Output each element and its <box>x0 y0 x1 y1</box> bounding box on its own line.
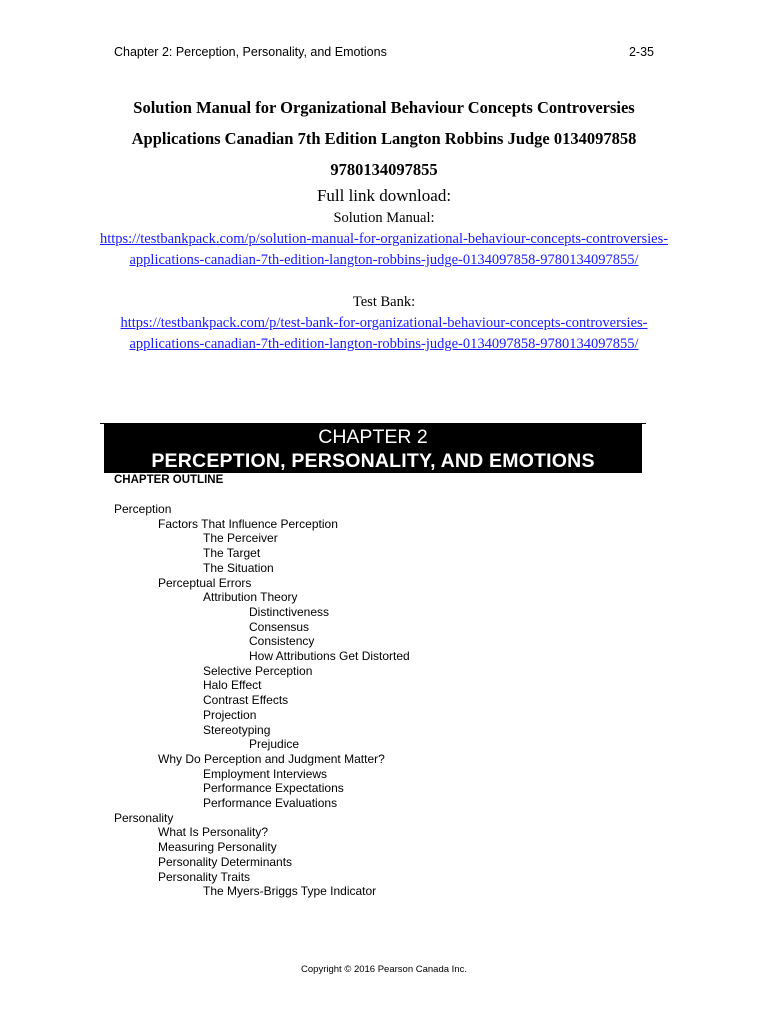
title-line-1: Solution Manual for Organizational Behaviour Concepts Controversies <box>133 98 635 117</box>
test-bank-link-line-2[interactable]: applications-canadian-7th-edition-langton-robbins-judge-0134097858-9780134097855/ <box>129 336 639 352</box>
outline-item: Measuring Personality <box>158 840 277 855</box>
outline-item: The Situation <box>203 560 274 575</box>
outline-item: Attribution Theory <box>203 590 298 605</box>
outline-heading: CHAPTER OUTLINE <box>114 474 224 486</box>
outline-item: Performance Expectations <box>203 781 344 796</box>
outline-item: Consistency <box>249 634 315 649</box>
outline-item: Employment Interviews <box>203 766 328 781</box>
solution-manual-section <box>84 208 684 271</box>
test-bank-label: Test Bank: <box>352 294 416 310</box>
test-bank-section <box>84 292 684 355</box>
document-title <box>84 92 684 185</box>
outline-item: The Target <box>203 546 261 561</box>
solution-manual-link[interactable] <box>84 229 684 271</box>
outline-item: The Myers-Briggs Type Indicator <box>203 884 377 899</box>
outline-item: Personality Traits <box>158 869 251 884</box>
solution-manual-link-line-1[interactable]: https://testbankpack.com/p/solution-manual-for-organizational-behaviour-concepts-controversies- <box>99 231 669 247</box>
solution-manual-link-line-2[interactable]: applications-canadian-7th-edition-langton-robbins-judge-0134097858-9780134097855/ <box>129 252 639 268</box>
running-header <box>114 44 654 60</box>
title-line-3: 9780134097855 <box>330 160 438 179</box>
running-header-chapter: Chapter 2: Perception, Personality, and Emotions <box>114 45 387 59</box>
outline-item: Selective Perception <box>203 663 313 678</box>
outline-item: Performance Evaluations <box>203 796 338 811</box>
title-line-2: Applications Canadian 7th Edition Langton Robbins Judge 0134097858 <box>131 129 637 148</box>
outline-item: Perceptual Errors <box>158 575 252 590</box>
outline-item: Halo Effect <box>203 678 262 693</box>
outline-item: Perception <box>114 502 172 516</box>
chapter-outline <box>114 502 654 899</box>
outline-item: What Is Personality? <box>158 825 269 840</box>
page-number: 2-35 <box>628 45 654 59</box>
outline-item: Factors That Influence Perception <box>158 516 338 531</box>
outline-item: The Perceiver <box>203 531 278 546</box>
outline-item: Prejudice <box>249 737 300 752</box>
chapter-title: PERCEPTION, PERSONALITY, AND EMOTIONS <box>151 450 595 472</box>
outline-item: Stereotyping <box>203 722 271 737</box>
test-bank-link[interactable] <box>84 313 684 355</box>
chapter-banner <box>104 423 642 473</box>
full-link-label: Full link download: <box>316 186 452 205</box>
outline-item: How Attributions Get Distorted <box>249 649 410 664</box>
outline-item: Personality Determinants <box>158 854 293 869</box>
outline-item: Projection <box>203 707 257 722</box>
outline-item: Personality <box>114 810 174 825</box>
test-bank-link-line-1[interactable]: https://testbankpack.com/p/test-bank-for-organizational-behaviour-concepts-controversies- <box>120 315 648 331</box>
solution-manual-label: Solution Manual: <box>333 210 435 226</box>
chapter-number: CHAPTER 2 <box>318 426 428 448</box>
copyright-footer: Copyright © 2016 Pearson Canada Inc. <box>301 964 467 975</box>
outline-item: Distinctiveness <box>249 604 330 619</box>
outline-item: Contrast Effects <box>203 693 289 708</box>
outline-item: Why Do Perception and Judgment Matter? <box>158 751 385 766</box>
outline-item: Consensus <box>249 619 310 634</box>
